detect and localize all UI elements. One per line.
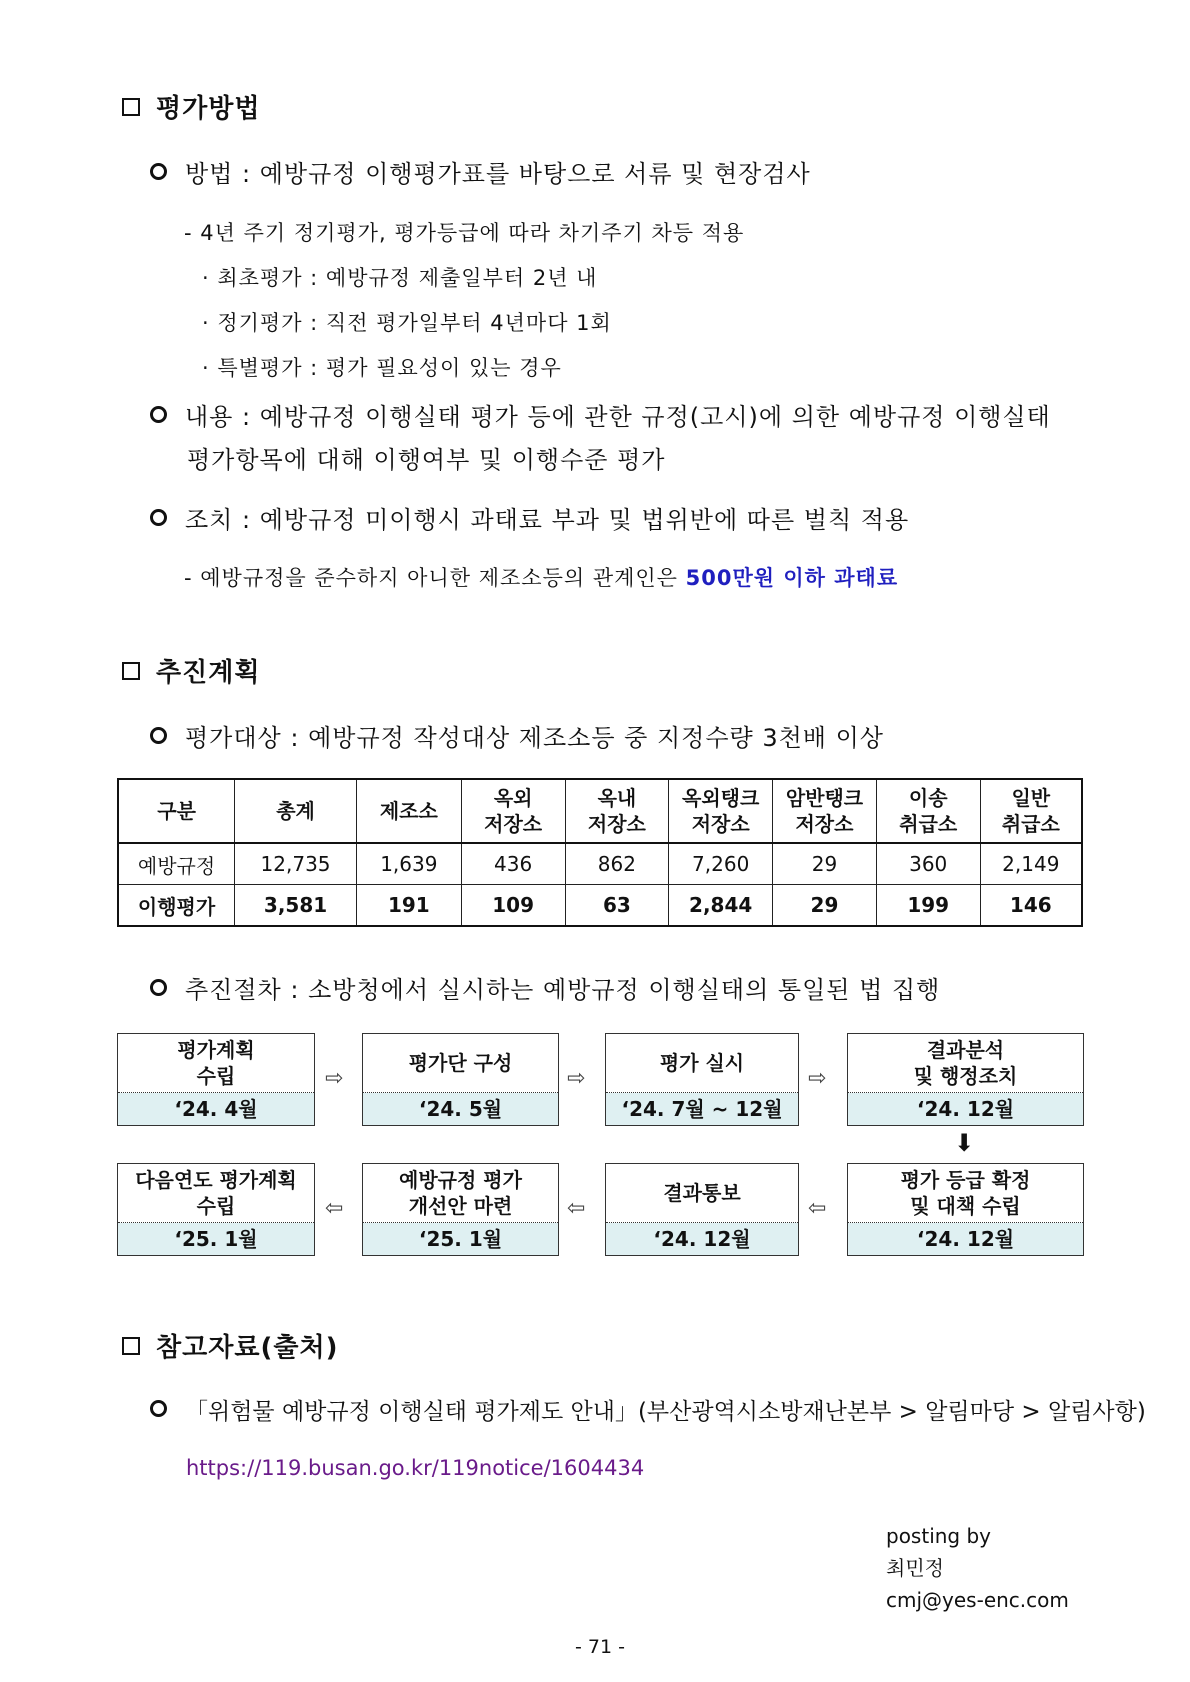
flow-step-evaluate: 평가 실시 ‘24. 7월 ~ 12월 bbox=[605, 1033, 799, 1126]
flow-date: ‘24. 4월 bbox=[118, 1093, 314, 1125]
method-line: 방법 : 예방규정 이행평가표를 바탕으로 서류 및 현장검사 bbox=[150, 152, 811, 196]
evaluation-target-table bbox=[117, 778, 1083, 927]
penalty-amount: 500만원 이하 과태료 bbox=[685, 566, 899, 590]
bullet-regular-eval: · 정기평가 : 직전 평가일부터 4년마다 1회 bbox=[202, 311, 612, 335]
table-cell: 1,639 bbox=[356, 843, 461, 885]
header-cell: 제조소 bbox=[356, 779, 461, 843]
table-cell: 436 bbox=[461, 843, 565, 885]
table-cell: 63 bbox=[565, 885, 669, 927]
table-cell: 3,581 bbox=[235, 885, 357, 927]
flow-step-grade: 평가 등급 확정 및 대책 수립 ‘24. 12월 bbox=[847, 1163, 1084, 1256]
table-cell: 199 bbox=[876, 885, 980, 927]
flow-date: ‘25. 1월 bbox=[363, 1223, 558, 1255]
flow-step-analysis: 결과분석 및 행정조치 ‘24. 12월 bbox=[847, 1033, 1084, 1126]
table-cell: 360 bbox=[876, 843, 980, 885]
table-cell: 7,260 bbox=[669, 843, 773, 885]
table-cell: 2,844 bbox=[669, 885, 773, 927]
flow-step-team: 평가단 구성 ‘24. 5월 bbox=[362, 1033, 559, 1126]
flow-date: ‘24. 12월 bbox=[848, 1223, 1083, 1255]
posting-info: posting by 최민정 cmj@yes-enc.com bbox=[886, 1520, 1069, 1616]
table-cell: 29 bbox=[773, 843, 877, 885]
section-heading-reference: 참고자료(출처) bbox=[122, 1327, 338, 1364]
header-cell: 암반탱크 저장소 bbox=[773, 779, 877, 843]
cycle-line: - 4년 주기 정기평가, 평가등급에 따라 차기주기 차등 적용 bbox=[184, 221, 745, 245]
left-arrow-icon: ⇦ bbox=[567, 1196, 586, 1221]
content-line-2: 평가항목에 대해 이행여부 및 이행수준 평가 bbox=[187, 446, 666, 474]
flow-date: ‘25. 1월 bbox=[118, 1223, 314, 1255]
header-cell: 옥외탱크 저장소 bbox=[669, 779, 773, 843]
flow-step-notify: 결과통보 ‘24. 12월 bbox=[605, 1163, 799, 1256]
header-cell: 옥내 저장소 bbox=[565, 779, 669, 843]
section-heading-method: 평가방법 bbox=[122, 88, 260, 125]
reference-link[interactable]: https://119.busan.go.kr/119notice/1604434 bbox=[186, 1456, 645, 1480]
table-cell: 2,149 bbox=[980, 843, 1082, 885]
table-cell: 12,735 bbox=[235, 843, 357, 885]
header-cell: 구분 bbox=[118, 779, 235, 843]
bullet-first-eval: · 최초평가 : 예방규정 제출일부터 2년 내 bbox=[202, 266, 598, 290]
table-cell: 862 bbox=[565, 843, 669, 885]
content-line: 내용 : 예방규정 이행실태 평가 등에 관한 규정(고시)에 의한 예방규정 이행실태 bbox=[150, 395, 1051, 439]
table-row bbox=[118, 885, 1082, 927]
circle-bullet-icon bbox=[150, 163, 167, 180]
circle-bullet-icon bbox=[150, 1400, 167, 1417]
circle-bullet-icon bbox=[150, 979, 167, 996]
procedure-line: 추진절차 : 소방청에서 실시하는 예방규정 이행실태의 통일된 법 집행 bbox=[150, 968, 940, 1012]
bullet-special-eval: · 특별평가 : 평가 필요성이 있는 경우 bbox=[202, 356, 562, 380]
author-email: cmj@yes-enc.com bbox=[886, 1588, 1069, 1612]
table-cell: 146 bbox=[980, 885, 1082, 927]
flow-step-next-plan: 다음연도 평가계획 수립 ‘25. 1월 bbox=[117, 1163, 315, 1256]
flow-date: ‘24. 12월 bbox=[606, 1223, 798, 1255]
table-cell: 109 bbox=[461, 885, 565, 927]
header-cell: 이송 취급소 bbox=[876, 779, 980, 843]
down-arrow-icon: ⬇ bbox=[954, 1129, 975, 1157]
circle-bullet-icon bbox=[150, 509, 167, 526]
header-cell: 옥외 저장소 bbox=[461, 779, 565, 843]
flow-date: ‘24. 12월 bbox=[848, 1093, 1083, 1125]
header-cell: 일반 취급소 bbox=[980, 779, 1082, 843]
section-heading-plan: 추진계획 bbox=[122, 652, 260, 689]
page-number: - 71 - bbox=[575, 1636, 625, 1658]
flow-date: ‘24. 5월 bbox=[363, 1093, 558, 1125]
right-arrow-icon: ⇨ bbox=[325, 1066, 344, 1091]
table-row bbox=[118, 843, 1082, 885]
action-line: 조치 : 예방규정 미이행시 과태료 부과 및 법위반에 따른 벌칙 적용 bbox=[150, 498, 909, 542]
checkbox-square-icon bbox=[122, 98, 140, 116]
table-cell: 이행평가 bbox=[118, 885, 235, 927]
table-cell: 예방규정 bbox=[118, 843, 235, 885]
reference-line: 「위험물 예방규정 이행실태 평가제도 안내」(부산광역시소방재난본부 > 알림마당 > 알림사항) bbox=[150, 1390, 1146, 1434]
flow-step-plan: 평가계획 수립 ‘24. 4월 bbox=[117, 1033, 315, 1126]
circle-bullet-icon bbox=[150, 406, 167, 423]
table-cell: 191 bbox=[356, 885, 461, 927]
circle-bullet-icon bbox=[150, 727, 167, 744]
author-name: 최민정 bbox=[886, 1556, 944, 1580]
checkbox-square-icon bbox=[122, 1337, 140, 1355]
checkbox-square-icon bbox=[122, 662, 140, 680]
header-cell: 총계 bbox=[235, 779, 357, 843]
flow-step-improve: 예방규정 평가 개선안 마련 ‘25. 1월 bbox=[362, 1163, 559, 1256]
right-arrow-icon: ⇨ bbox=[567, 1066, 586, 1091]
right-arrow-icon: ⇨ bbox=[808, 1066, 827, 1091]
table-cell: 29 bbox=[773, 885, 877, 927]
flow-date: ‘24. 7월 ~ 12월 bbox=[606, 1093, 798, 1125]
table-header-row bbox=[118, 779, 1082, 843]
penalty-line: - 예방규정을 준수하지 아니한 제조소등의 관계인은 500만원 이하 과태료 bbox=[184, 566, 899, 590]
target-line: 평가대상 : 예방규정 작성대상 제조소등 중 지정수량 3천배 이상 bbox=[150, 716, 884, 760]
left-arrow-icon: ⇦ bbox=[808, 1196, 827, 1221]
left-arrow-icon: ⇦ bbox=[325, 1196, 344, 1221]
